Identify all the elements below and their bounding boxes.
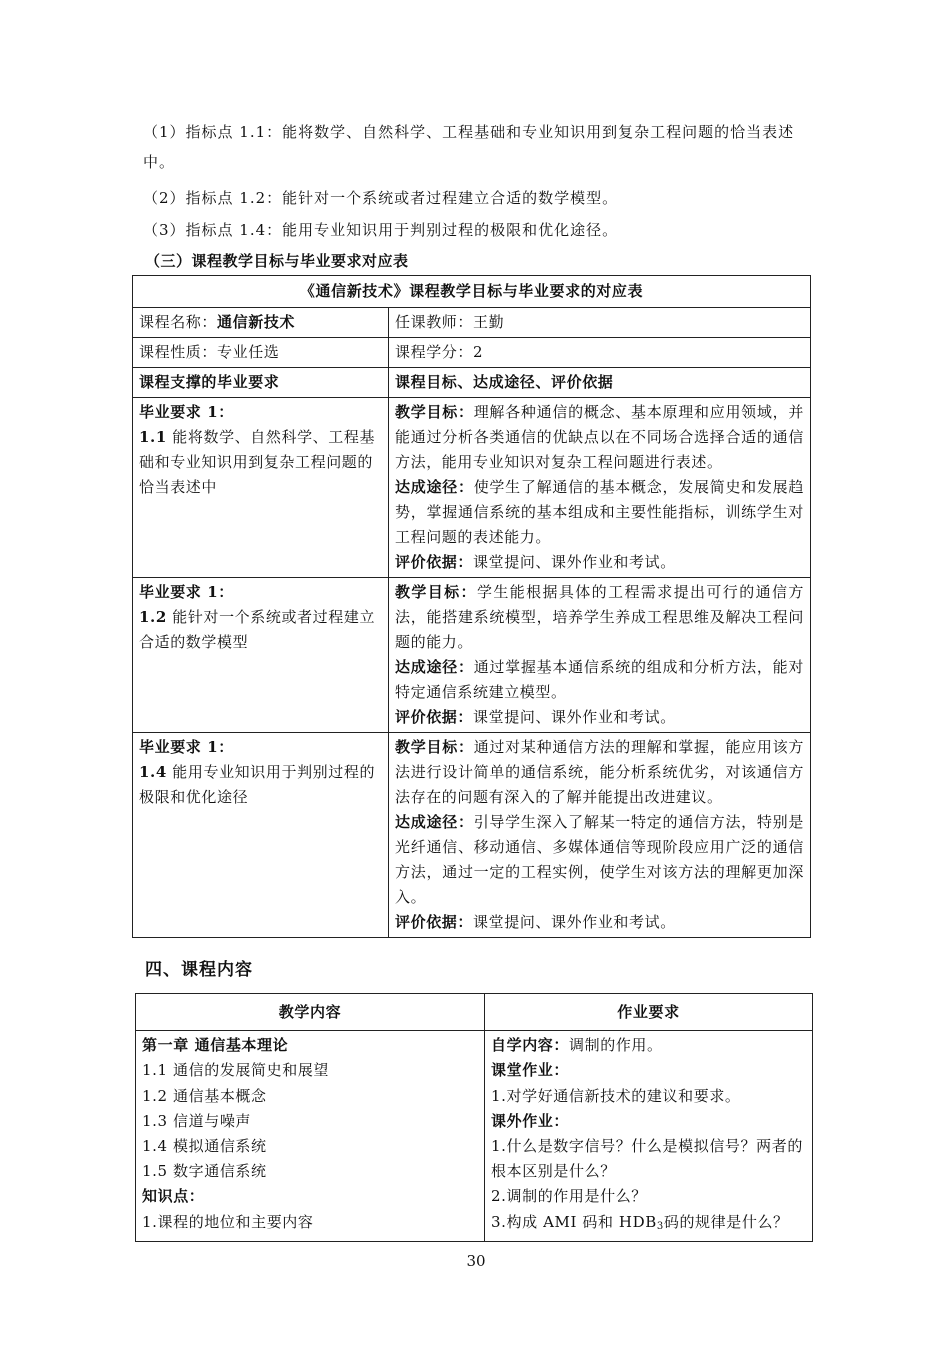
table-caption: 《通信新技术》课程教学目标与毕业要求的对应表 — [133, 276, 811, 308]
list-item: 1.对学好通信新技术的建议和要求。 — [491, 1086, 741, 1105]
list-item: 2.调制的作用是什么？ — [491, 1187, 647, 1206]
chapter-title: 第一章 通信基本理论 — [142, 1036, 289, 1055]
requirement-cell: 毕业要求 1： 1.1 能将数学、自然科学、工程基础和专业知识用到复杂工程问题的恰当表述中 — [133, 398, 389, 578]
list-item: 1.什么是数字信号？什么是模拟信号？两者的根本区别是什么？ — [491, 1137, 803, 1181]
head-teaching-content: 教学内容 — [136, 994, 485, 1031]
requirement-cell: 毕业要求 1： 1.2 能针对一个系统或者过程建立合适的数学模型 — [133, 578, 389, 733]
objectives-table — [132, 275, 811, 938]
col-head-objectives: 课程目标、达成途径、评价依据 — [389, 368, 811, 398]
page-number: 30 — [466, 1252, 486, 1270]
section-3-heading: （三）课程教学目标与毕业要求对应表 — [145, 252, 409, 270]
objective-cell: 教学目标：学生能根据具体的工程需求提出可行的通信方法，能搭建系统模型，培养学生养成工程思维及解决工程问题的能力。 达成途径：通过掌握基本通信系统的组成和分析方法，能对特定通信系统建立模型。 评价依据：课堂提问、课外作业和考试。 — [389, 578, 811, 733]
table-row — [133, 578, 811, 733]
course-name-cell — [133, 308, 389, 338]
list-item: 1.4 模拟通信系统 — [142, 1137, 267, 1156]
knowledge-label: 知识点： — [142, 1187, 205, 1206]
list-item: 1.5 数字通信系统 — [142, 1162, 267, 1181]
head-homework: 作业要求 — [485, 994, 813, 1031]
content-cell — [136, 1031, 485, 1242]
course-credits-cell: 课程学分：2 — [389, 338, 811, 368]
course-content-table — [135, 993, 813, 1242]
objective-cell: 教学目标：通过对某种通信方法的理解和掌握，能应用该方法进行设计简单的通信系统，能分析系统优劣，对该通信方法存在的问题有深入的了解并能提出改进建议。 达成途径：引导学生深入了解某一特定的通信方法，特别是光纤通信、移动通信、多媒体通信等现阶段应用广泛的通信方法，通过一定的工程实例，使学生对该方法的理解更加深入。 评价依据：课堂提问、课外作业和考试。 — [389, 733, 811, 938]
table-row — [133, 398, 811, 578]
requirement-cell: 毕业要求 1： 1.4 能用专业知识用于判别过程的极限和优化途径 — [133, 733, 389, 938]
list-item: 1.1 通信的发展简史和展望 — [142, 1061, 330, 1080]
table-row — [133, 733, 811, 938]
table-row — [136, 1031, 813, 1242]
list-item: 1.3 信道与噪声 — [142, 1111, 252, 1130]
class-work-label: 课堂作业： — [491, 1061, 570, 1080]
list-item: 1.2 通信基本概念 — [142, 1086, 267, 1105]
list-item: 1.课程的地位和主要内容 — [142, 1212, 314, 1231]
section-4-heading: 四、课程内容 — [145, 960, 253, 980]
indicator-1-2: （2）指标点 1.2：能针对一个系统或者过程建立合适的数学模型。 — [143, 189, 619, 207]
course-nature-cell: 课程性质：专业任选 — [133, 338, 389, 368]
homework-cell: 自学内容：调制的作用。 课堂作业： 1.对学好通信新技术的建议和要求。 课外作业： 1.什么是数字信号？什么是模拟信号？两者的根本区别是什么？ 2.调制的作用是什么？ 3.构成 AMI 码和 $HDB_3$码的规律是什么？ — [485, 1031, 813, 1242]
teacher-cell: 任课教师：王勤 — [389, 308, 811, 338]
indicator-1-1: （1）指标点 1.1：能将数学、自然科学、工程基础和专业知识用到复杂工程问题的恰当表述中。 — [143, 123, 795, 171]
col-head-requirements: 课程支撑的毕业要求 — [133, 368, 389, 398]
outside-work-label: 课外作业： — [491, 1111, 570, 1130]
indicator-1-4: （3）指标点 1.4：能用专业知识用于判别过程的极限和优化途径。 — [143, 221, 619, 239]
course-name-label: 课程名称： — [139, 313, 218, 331]
list-item: 3.构成 AMI 码和 $HDB_3$码的规律是什么？ — [491, 1212, 789, 1232]
course-name: 通信新技术 — [217, 313, 296, 331]
objective-cell: 教学目标：理解各种通信的概念、基本原理和应用领域，并能通过分析各类通信的优缺点以在不同场合选择合适的通信方法，能用专业知识对复杂工程问题进行表述。 达成途径：使学生了解通信的基本概念，发展简史和发展趋势，掌握通信系统的基本组成和主要性能指标，训练学生对工程问题的表述能力。 评价依据：课堂提问、课外作业和考试。 — [389, 398, 811, 578]
